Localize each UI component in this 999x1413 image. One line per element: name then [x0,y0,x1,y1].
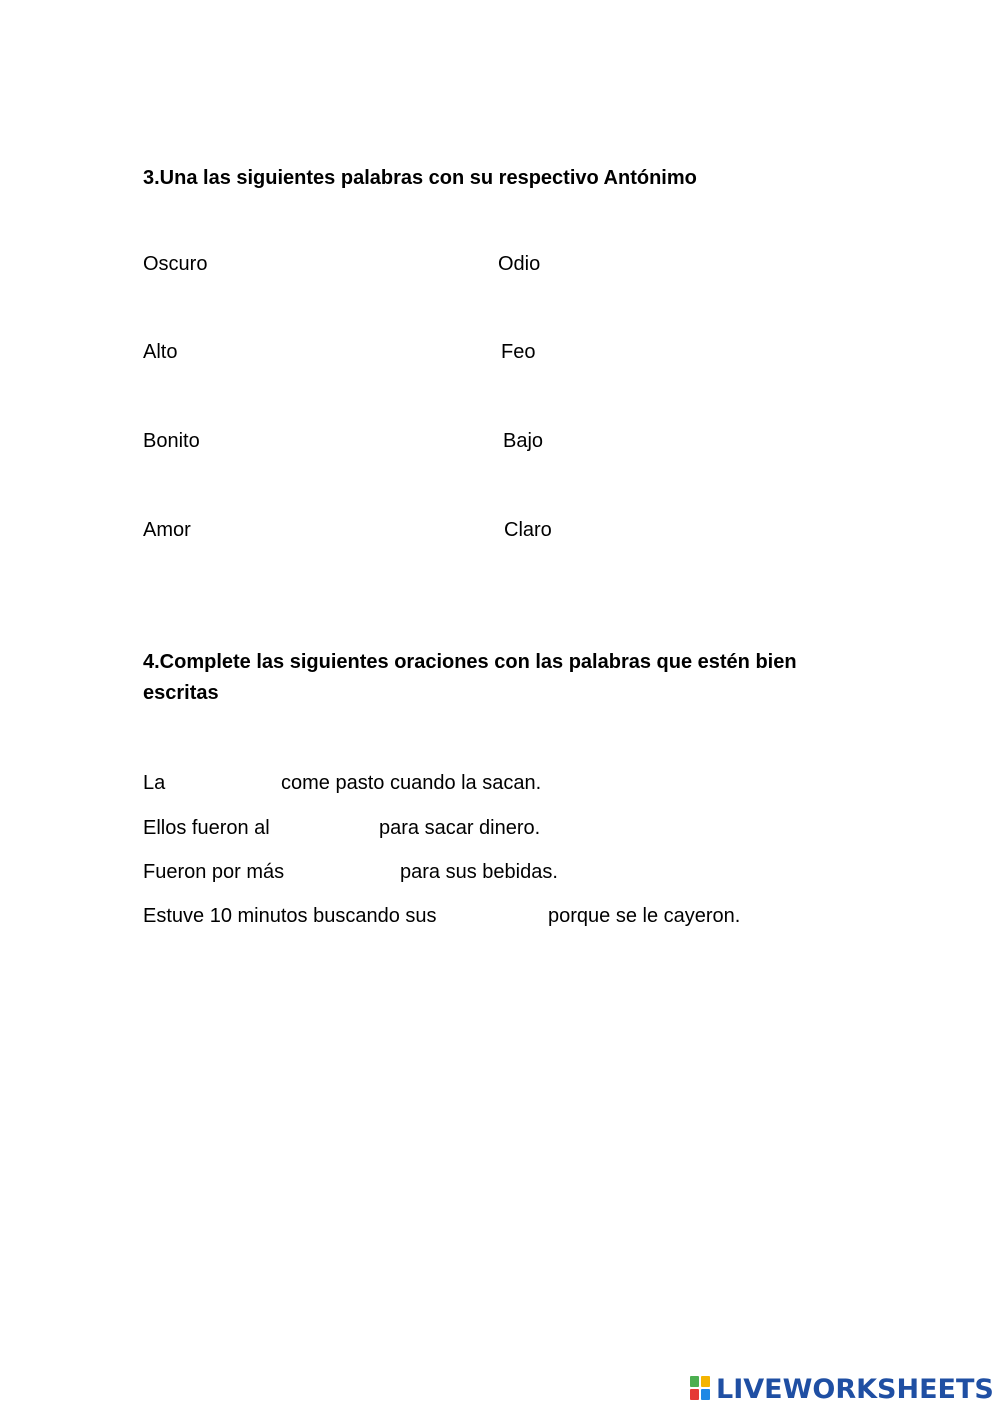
liveworksheets-logo-icon [690,1376,712,1402]
sentence-2-blank[interactable] [284,816,374,840]
left-word-bonito[interactable]: Bonito [143,430,200,452]
sentence-1-blank[interactable] [170,771,274,795]
question-3-heading: 3.Una las siguientes palabras con su respectivo Antónimo [143,167,697,189]
left-word-amor[interactable]: Amor [143,519,191,541]
sentence-4-blank[interactable] [458,904,542,928]
right-word-feo[interactable]: Feo [501,341,536,363]
sentence-4-after: porque se le cayeron. [548,905,741,927]
left-word-alto[interactable]: Alto [143,341,178,363]
logo-text: LIVEWORKSHEETS [716,1373,994,1405]
sentence-1-after: come pasto cuando la sacan. [281,772,542,794]
sentence-3-before: Fueron por más [143,861,285,883]
left-word-oscuro[interactable]: Oscuro [143,253,208,275]
sentence-2-after: para sacar dinero. [379,817,541,839]
liveworksheets-logo [690,1372,994,1406]
sentence-3-after: para sus bebidas. [400,861,558,883]
sentence-1-before: La [143,772,166,794]
sentence-4-before: Estuve 10 minutos buscando sus [143,905,437,927]
sentence-3-blank[interactable] [300,860,394,884]
question-4-heading: 4.Complete las siguientes oraciones con las palabras que estén bien escritas [143,651,797,704]
right-word-odio[interactable]: Odio [498,253,541,275]
right-word-bajo[interactable]: Bajo [503,430,544,452]
right-word-claro[interactable]: Claro [504,519,552,541]
sentence-2-before: Ellos fueron al [143,817,270,839]
